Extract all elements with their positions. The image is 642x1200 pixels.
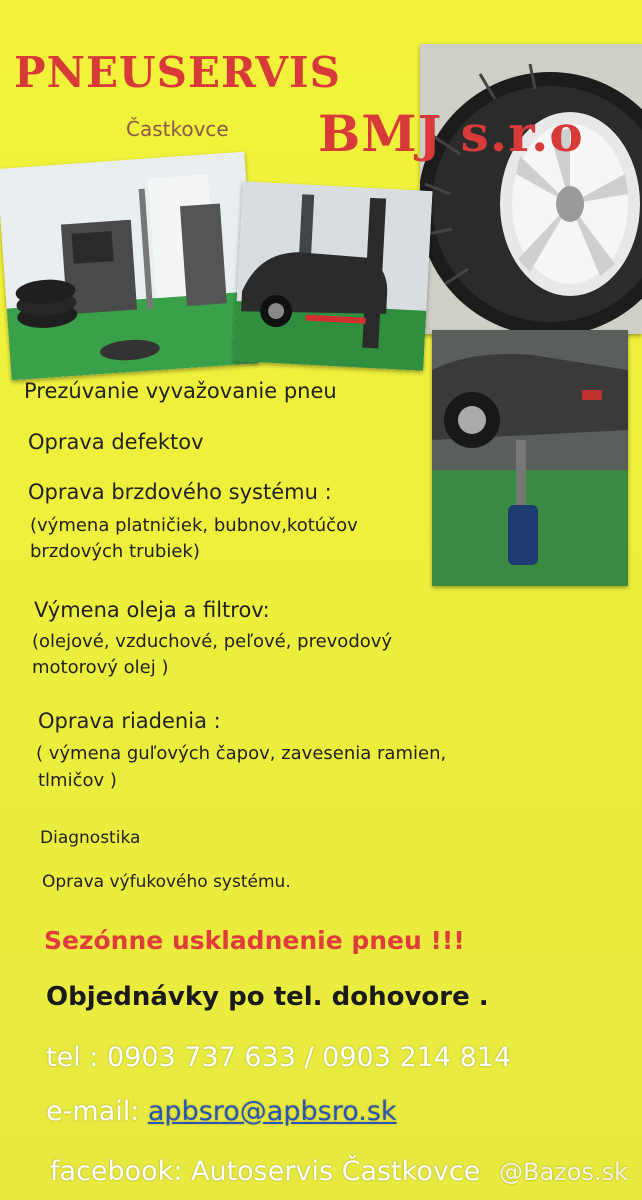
oil-change-photo: [432, 330, 628, 586]
orders-note: Objednávky po tel. dohovore .: [46, 982, 489, 1012]
location-text: Častkovce: [126, 117, 229, 141]
facebook-line: facebook: Autoservis Častkovce: [50, 1156, 481, 1187]
service-oil-change: Výmena oleja a filtrov:: [34, 598, 270, 622]
service-steering-details: ( výmena guľových čapov, zavesenia ramien,: [36, 743, 447, 764]
phone-numbers: tel : 0903 737 633 / 0903 214 814: [46, 1042, 512, 1073]
service-diagnostics: Diagnostika: [40, 828, 141, 848]
car-lift-photo: [233, 181, 432, 371]
company-name: BMJ s.r.o: [318, 104, 584, 163]
service-brake-details: brzdových trubiek): [30, 541, 200, 562]
service-tire-change: Prezúvanie vyvažovanie pneu: [24, 379, 337, 403]
storage-promo: Sezónne uskladnenie pneu !!!: [44, 926, 465, 955]
email-line: [46, 1096, 397, 1127]
service-oil-details: motorový olej ): [32, 657, 169, 678]
service-oil-details: (olejové, vzduchové, peľové, prevodový: [32, 631, 393, 652]
service-steering-repair: Oprava riadenia :: [38, 709, 221, 733]
service-brake-repair: Oprava brzdového systému :: [28, 480, 332, 504]
tire-photo: [420, 44, 642, 334]
service-exhaust-repair: Oprava výfukového systému.: [42, 872, 291, 892]
email-link[interactable]: apbsro@apbsro.sk: [147, 1096, 397, 1127]
service-steering-details: tlmičov ): [38, 770, 117, 791]
watermark: @Bazos.sk: [499, 1158, 628, 1186]
service-puncture-repair: Oprava defektov: [28, 430, 204, 454]
shop-interior-photo: [0, 152, 259, 381]
title: PNEUSERVIS: [14, 48, 341, 97]
service-brake-details: (výmena platničiek, bubnov,kotúčov: [30, 515, 358, 536]
email-label: e-mail:: [46, 1096, 148, 1127]
